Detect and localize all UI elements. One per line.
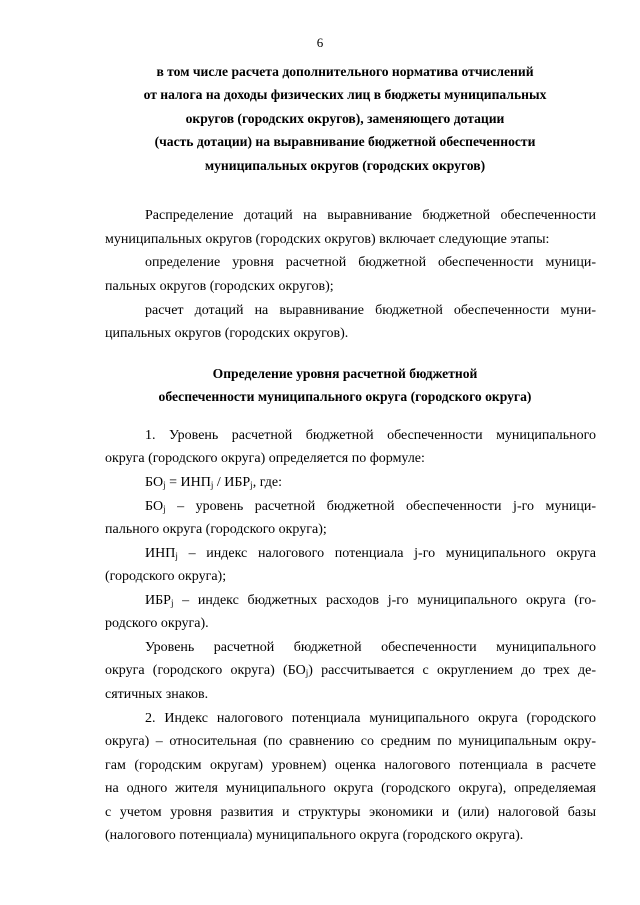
section-heading [94,362,596,409]
text-line: пального округа (городского округа); [105,522,327,537]
text-line: 1. Уровень расчетной бюджетной обеспеченности муниципального [145,428,596,443]
rounding-line: округа (городского округа) $(БО_j)$ рассчитывается с округлением до трех де- [105,663,596,678]
text-line: с учетом уровня развития и структуры экономики и (или) налоговой базы [105,805,596,820]
text-line: пальных округов (городских округов); [105,279,334,294]
heading-line: (часть дотации) на выравнивание бюджетной обеспеченности [154,134,536,150]
text-line: Уровень расчетной бюджетной обеспеченности муниципального [145,640,596,655]
formula: $БО_j = ИНП_j / ИБР_j$, где: [145,475,282,490]
section-heading-line: обеспеченности муниципального округа (городского округа) [158,389,532,405]
text-line: на одного жителя муниципального округа (городского округа), определяемая [105,781,596,796]
definition-inp: $ИНП_j$ – индекс налогового потенциала j-го муниципального округа [145,546,596,561]
text-line: округа (городского округа) определяется по формуле: [105,451,425,466]
text-line: определение уровня расчетной бюджетной обеспеченности муници- [145,255,596,270]
text-line: округа) – относительная (по сравнению со средним по муниципальным окру- [105,734,596,749]
page-number: 6 [316,35,324,50]
definition-ibr: $ИБР_j$ – индекс бюджетных расходов j-го муниципального округа (го- [145,593,596,608]
text-line: сятичных знаков. [105,687,209,702]
text-line: (налогового потенциала) муниципального округа (городского округа). [105,828,524,843]
text-line: расчет дотаций на выравнивание бюджетной обеспеченности муни- [145,303,596,318]
text-line: муниципальных округов (городских округов) включает следующие этапы: [105,232,550,247]
text-line: 2. Индекс налогового потенциала муниципального округа (городского [145,711,596,726]
heading-line: муниципальных округов (городских округов) [204,157,486,173]
heading-line: округов (городских округов), заменяющего дотации [185,110,505,126]
text-line: родского округа). [105,616,209,631]
heading-line: в том числе расчета дополнительного норматива отчислений [156,64,534,79]
text-line: Распределение дотаций на выравнивание бюджетной обеспеченности [145,208,596,223]
section-heading-line: Определение уровня расчетной бюджетной [212,366,478,381]
text-line: ципальных округов (городских округов). [105,326,349,341]
definition-bo: $БО_j$ – уровень расчетной бюджетной обеспеченности j-го муници- [145,499,596,514]
document-heading [94,60,596,177]
heading-line: от налога на доходы физических лиц в бюджеты муниципальных [143,87,547,103]
text-line: (городского округа); [105,569,227,584]
text-line: гам (городским округам) уровнем) оценка налогового потенциала в расчете [105,758,596,773]
